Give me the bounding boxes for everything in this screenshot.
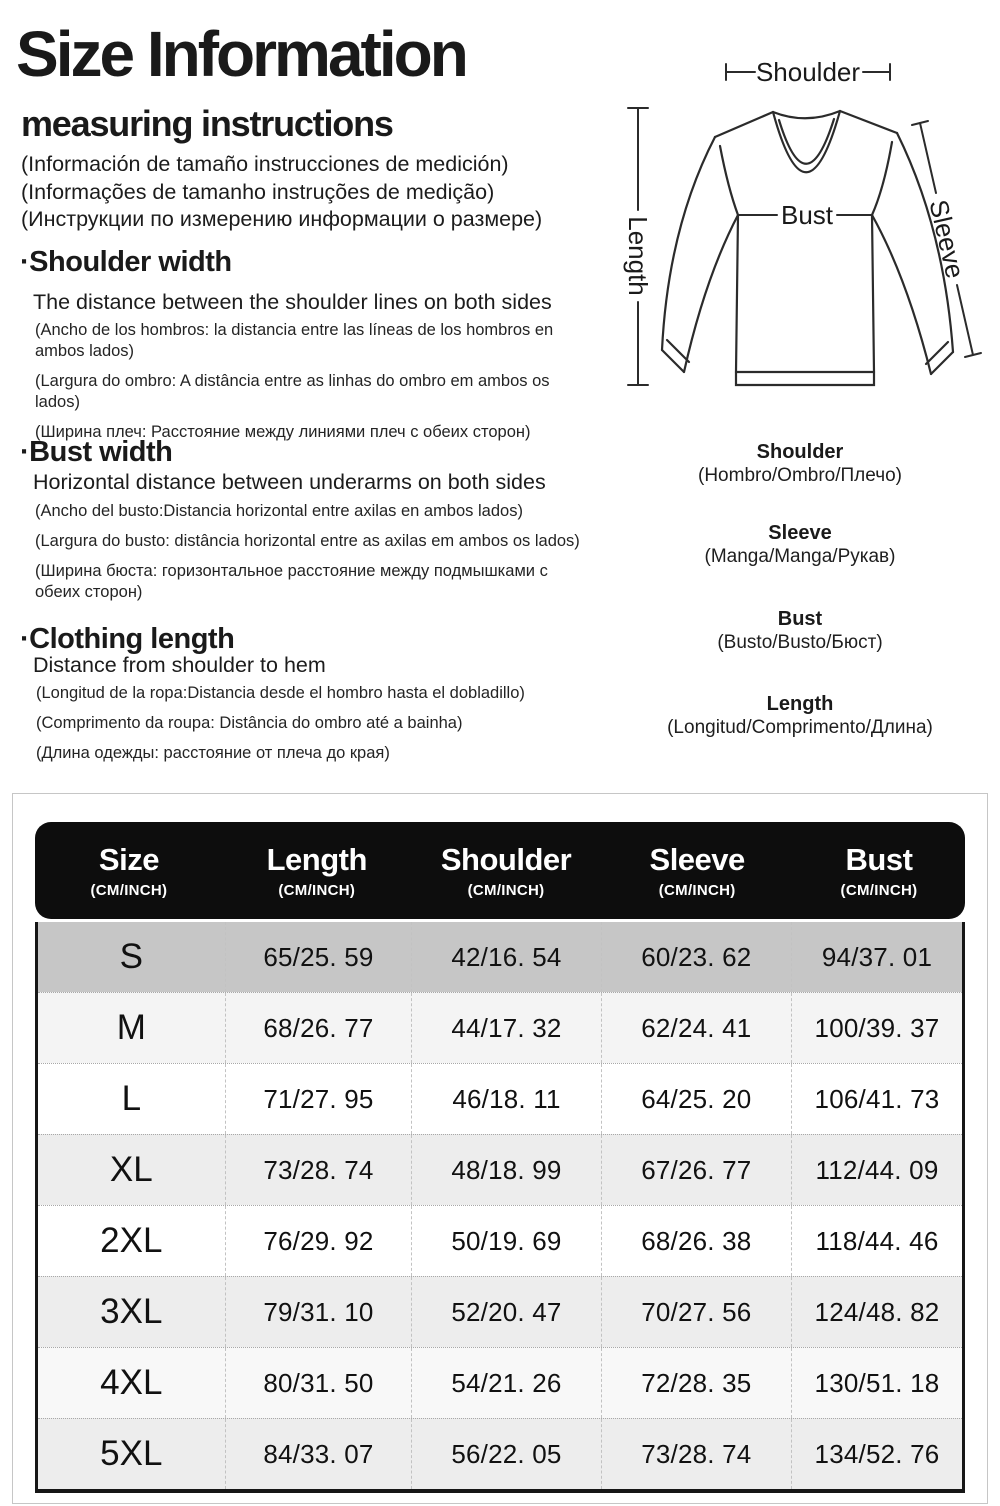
bust-cell: 118/44. 46	[791, 1206, 962, 1276]
section-heading-clothing-length	[20, 625, 234, 654]
size-cell: 5XL	[100, 1434, 163, 1473]
length-cell: 71/27. 95	[225, 1064, 412, 1134]
legend-term: Shoulder	[756, 441, 844, 463]
table-row-3xl	[38, 1276, 962, 1347]
header-col-bust	[793, 822, 965, 919]
size-cell: M	[116, 1008, 146, 1047]
diagram-length-label: Length	[623, 216, 653, 296]
legend-translation: (Busto/Busto/Бюст)	[717, 632, 883, 653]
intro-translation-pt: (Informações de tamanho instruções de medição)	[21, 179, 495, 204]
tshirt-outline-icon	[662, 111, 953, 385]
size-cell: S	[119, 937, 143, 976]
table-row-l	[38, 1063, 962, 1134]
section-description-clothing: Distance from shoulder to hem	[33, 653, 326, 677]
bust-cell: 124/48. 82	[791, 1277, 962, 1347]
translation-es: (Longitud de la ropa:Distancia desde el hombro hasta el dobladillo)	[36, 684, 525, 702]
page-subtitle: measuring instructions	[21, 103, 393, 144]
table-row-5xl	[38, 1418, 962, 1489]
header-label: Size	[98, 841, 159, 877]
length-cell: 76/29. 92	[225, 1206, 412, 1276]
sleeve-cell: 73/28. 74	[601, 1419, 791, 1489]
length-cell: 84/33. 07	[225, 1419, 412, 1489]
length-cell: 65/25. 59	[225, 922, 412, 992]
translation-pt: (Largura do busto: distância horizontal entre as axilas em ambos os lados)	[35, 532, 580, 550]
header-unit: (CM/INCH)	[278, 881, 356, 899]
sleeve-cell: 72/28. 35	[601, 1348, 791, 1418]
size-table-panel	[12, 793, 988, 1504]
translation-ru: (Ширина плеч: Расстояние между линиями плеч с обеих сторон)	[35, 423, 531, 441]
size-cell: 2XL	[100, 1221, 163, 1260]
size-table-header	[35, 822, 965, 919]
section-translations-shoulder	[35, 320, 583, 452]
size-cell: 3XL	[100, 1292, 163, 1331]
legend-item-bust	[610, 608, 990, 654]
sleeve-cell: 64/25. 20	[601, 1064, 791, 1134]
legend-term: Bust	[777, 608, 823, 630]
bullet-dot: ·	[20, 246, 30, 278]
table-row-m	[38, 992, 962, 1063]
bullet-dot: ·	[20, 436, 30, 468]
section-heading-text: Clothing length	[29, 623, 235, 655]
length-cell: 79/31. 10	[225, 1277, 412, 1347]
translation-es: (Ancho del busto:Distancia horizontal entre axilas en ambos lados)	[35, 502, 523, 520]
intro-translation-es: (Información de tamaño instrucciones de medición)	[21, 152, 509, 176]
section-description-shoulder: The distance between the shoulder lines on both sides	[33, 290, 552, 314]
table-row-2xl	[38, 1205, 962, 1276]
bust-cell: 130/51. 18	[791, 1348, 962, 1418]
header-label: Shoulder	[440, 841, 572, 877]
section-heading-shoulder-width	[20, 248, 232, 277]
translation-es: (Ancho de los hombros: la distancia entre las líneas de los hombros en ambos lados)	[35, 321, 554, 360]
size-cell: 4XL	[100, 1363, 163, 1402]
header-unit: (CM/INCH)	[840, 881, 918, 899]
sleeve-cell: 70/27. 56	[601, 1277, 791, 1347]
diagram-bust-label: Bust	[780, 200, 834, 230]
translation-pt: (Comprimento da roupa: Distância do ombro até a bainha)	[36, 714, 463, 732]
translation-ru: (Ширина бюста: горизонтальное расстояние между подмышками с обеих сторон)	[35, 562, 548, 601]
header-col-size	[35, 822, 223, 919]
shoulder-cell: 46/18. 11	[411, 1064, 600, 1134]
section-heading-text: Shoulder width	[29, 246, 232, 278]
bust-cell: 100/39. 37	[791, 993, 962, 1063]
sleeve-cell: 62/24. 41	[601, 993, 791, 1063]
shoulder-cell: 52/20. 47	[411, 1277, 600, 1347]
header-col-length	[223, 822, 411, 919]
length-cell: 73/28. 74	[225, 1135, 412, 1205]
shoulder-cell: 48/18. 99	[411, 1135, 600, 1205]
header-label: Bust	[845, 841, 913, 877]
header-col-sleeve	[601, 822, 793, 919]
size-cell: XL	[109, 1150, 153, 1189]
shoulder-cell: 50/19. 69	[411, 1206, 600, 1276]
size-cell: L	[121, 1079, 142, 1118]
intro-translation-ru: (Инструкции по измерению информации о размере)	[21, 207, 543, 231]
bullet-dot: ·	[20, 623, 30, 655]
legend-item-shoulder	[610, 441, 990, 487]
length-cell: 80/31. 50	[225, 1348, 412, 1418]
shoulder-cell: 44/17. 32	[411, 993, 600, 1063]
bust-cell: 94/37. 01	[791, 922, 962, 992]
section-heading-bust-width	[20, 438, 172, 467]
table-row-4xl	[38, 1347, 962, 1418]
section-translations-bust	[35, 501, 583, 612]
legend-term: Length	[766, 693, 834, 715]
header-label: Sleeve	[649, 841, 745, 877]
section-heading-text: Bust width	[29, 436, 173, 468]
shoulder-cell: 54/21. 26	[411, 1348, 600, 1418]
diagram-sleeve-label: Sleeve	[923, 196, 971, 282]
size-table-body	[35, 922, 965, 1493]
legend-item-length	[610, 693, 990, 739]
shoulder-cell: 42/16. 54	[411, 922, 600, 992]
header-label: Length	[266, 841, 367, 877]
bust-cell: 112/44. 09	[791, 1135, 962, 1205]
page-title: Size Information	[16, 18, 466, 90]
header-unit: (CM/INCH)	[467, 881, 545, 899]
legend-term: Sleeve	[768, 522, 832, 544]
length-cell: 68/26. 77	[225, 993, 412, 1063]
legend-translation: (Longitud/Comprimento/Длина)	[667, 717, 933, 738]
table-row-s	[38, 922, 962, 992]
header-unit: (CM/INCH)	[90, 881, 168, 899]
sleeve-cell: 67/26. 77	[601, 1135, 791, 1205]
section-translations-clothing	[36, 683, 525, 773]
bust-cell: 134/52. 76	[791, 1419, 962, 1489]
header-col-shoulder	[411, 822, 602, 919]
sleeve-cell: 68/26. 38	[601, 1206, 791, 1276]
translation-ru: (Длина одежды: расстояние от плеча до края)	[36, 744, 390, 762]
sleeve-cell: 60/23. 62	[601, 922, 791, 992]
legend-translation: (Manga/Manga/Рукав)	[704, 546, 896, 567]
header-unit: (CM/INCH)	[658, 881, 736, 899]
tshirt-measurement-diagram	[605, 28, 995, 434]
table-row-xl	[38, 1134, 962, 1205]
legend-translation: (Hombro/Ombro/Плечо)	[698, 465, 902, 486]
legend-item-sleeve	[610, 522, 990, 568]
section-description-bust: Horizontal distance between underarms on both sides	[33, 470, 546, 494]
translation-pt: (Largura do ombro: A distância entre as linhas do ombro em ambos os lados)	[35, 372, 550, 411]
bust-cell: 106/41. 73	[791, 1064, 962, 1134]
shoulder-cell: 56/22. 05	[411, 1419, 600, 1489]
intro-translations	[21, 151, 542, 234]
diagram-shoulder-label: Shoulder	[755, 57, 861, 87]
